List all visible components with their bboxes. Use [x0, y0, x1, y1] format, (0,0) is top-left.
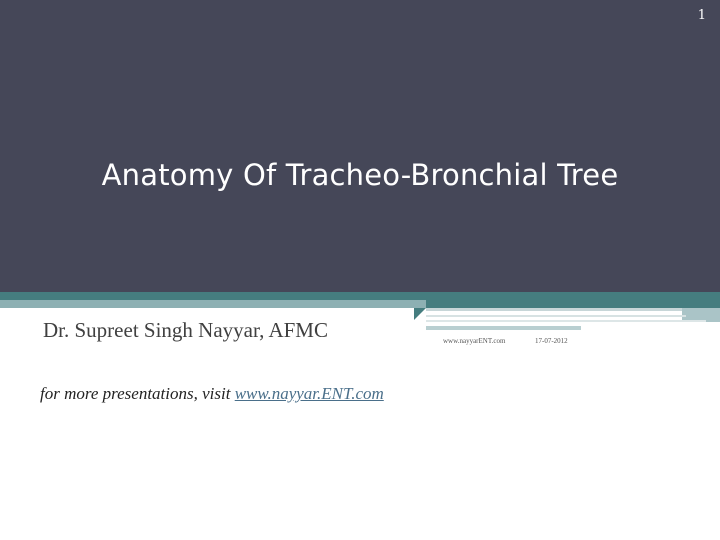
- promo-link[interactable]: www.nayyar.ENT.com: [234, 384, 384, 403]
- decorative-rule: [426, 320, 706, 322]
- decorative-band-light: [0, 300, 426, 308]
- decorative-rule-short: [426, 326, 581, 330]
- promo-line: [40, 384, 384, 404]
- page-number: 1: [697, 8, 706, 23]
- footer-date: 17-07-2012: [535, 337, 568, 345]
- decorative-rule: [426, 308, 682, 311]
- decorative-triangle: [414, 308, 426, 320]
- slide-subtitle: Dr. Supreet Singh Nayyar, AFMC: [43, 318, 328, 342]
- footer-website: www.nayyarENT.com: [443, 337, 506, 345]
- promo-text: for more presentations, visit: [40, 384, 231, 403]
- slide-title: Anatomy Of Tracheo-Bronchial Tree: [101, 158, 619, 192]
- decorative-rule: [426, 315, 686, 317]
